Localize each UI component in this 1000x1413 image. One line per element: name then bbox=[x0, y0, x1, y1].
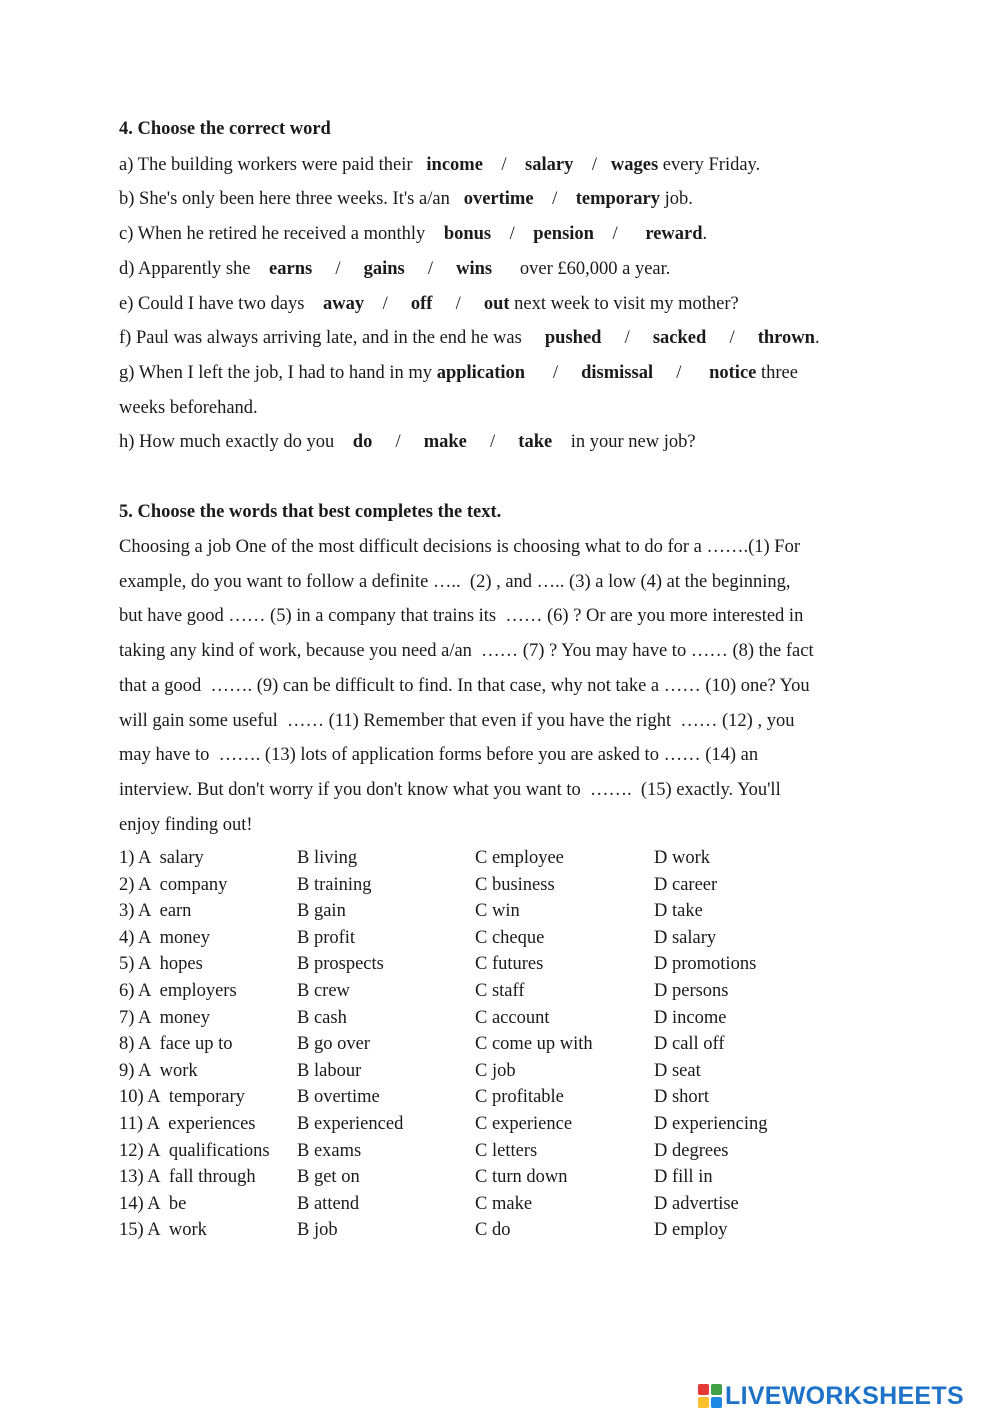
option-choice[interactable]: 15) A work bbox=[119, 1220, 207, 1241]
option-choice[interactable]: B job bbox=[297, 1220, 338, 1241]
option-choice[interactable]: D salary bbox=[654, 927, 717, 948]
option-choice[interactable]: C letters bbox=[475, 1140, 538, 1161]
option-choice[interactable]: B profit bbox=[297, 927, 356, 948]
paragraph-line: example, do you want to follow a definite ….. (2) , and ….. (3) a low (4) at the beginning, bbox=[119, 571, 791, 592]
word-choice[interactable]: income bbox=[426, 155, 483, 175]
option-choice[interactable]: D advertise bbox=[654, 1193, 739, 1214]
item-text: / bbox=[601, 328, 653, 348]
option-choice[interactable]: C win bbox=[475, 901, 520, 922]
option-choice[interactable]: 1) A salary bbox=[119, 848, 204, 868]
option-choice[interactable]: D fill in bbox=[654, 1167, 713, 1188]
option-choice[interactable]: B go over bbox=[297, 1034, 370, 1055]
word-choice[interactable]: reward bbox=[645, 224, 703, 244]
item-text: / bbox=[372, 432, 424, 452]
item-text: / bbox=[533, 189, 576, 209]
logo-square bbox=[711, 1397, 722, 1408]
paragraph-line: taking any kind of work, because you need a/an …… (7) ? You may have to …… (8) the fact bbox=[119, 641, 814, 662]
option-choice[interactable]: 2) A company bbox=[119, 874, 228, 895]
option-choice[interactable]: D experiencing bbox=[654, 1113, 768, 1134]
item-text: over £60,000 a year. bbox=[492, 259, 671, 279]
word-choice[interactable]: notice bbox=[709, 363, 757, 383]
item-text: . bbox=[814, 328, 820, 348]
item-text: g) When I left the job, I had to hand in my bbox=[119, 363, 437, 383]
exercise-item bbox=[119, 363, 798, 384]
option-choice[interactable]: B experienced bbox=[297, 1113, 404, 1134]
section5-heading: 5. Choose the words that best completes the text. bbox=[119, 502, 502, 522]
option-choice[interactable]: B crew bbox=[297, 980, 350, 1001]
option-choice[interactable]: B exams bbox=[297, 1140, 362, 1161]
item-text: three bbox=[756, 363, 798, 383]
paragraph-line: that a good ……. (9) can be difficult to find. In that case, why not take a …… (10) one? You bbox=[119, 675, 810, 696]
section5-paragraph bbox=[119, 530, 889, 842]
option-choice[interactable]: B labour bbox=[297, 1060, 362, 1081]
option-choice[interactable]: C employee bbox=[475, 848, 564, 868]
option-choice[interactable]: B overtime bbox=[297, 1087, 380, 1108]
word-choice[interactable]: pushed bbox=[544, 328, 602, 348]
option-choice[interactable]: C come up with bbox=[475, 1034, 593, 1055]
option-choice[interactable]: C profitable bbox=[475, 1087, 564, 1108]
logo-square bbox=[711, 1384, 722, 1395]
option-choice[interactable]: 6) A employers bbox=[119, 980, 237, 1001]
paragraph-line: enjoy finding out! bbox=[119, 814, 253, 835]
item-text: a) The building workers were paid their bbox=[119, 155, 427, 175]
option-choice[interactable]: B cash bbox=[297, 1007, 347, 1028]
item-text: d) Apparently she bbox=[119, 259, 270, 279]
item-text: / bbox=[482, 155, 526, 175]
item-text: / bbox=[653, 363, 710, 383]
item-text: weeks beforehand. bbox=[119, 398, 258, 418]
item-text: / bbox=[432, 294, 484, 314]
option-choice[interactable]: 12) A qualifications bbox=[119, 1140, 270, 1161]
exercise-item bbox=[119, 398, 258, 419]
exercise-item bbox=[119, 432, 696, 453]
word-choice[interactable]: application bbox=[436, 363, 526, 383]
option-choice[interactable]: B living bbox=[297, 848, 358, 868]
option-choice[interactable]: D take bbox=[654, 901, 703, 922]
logo-text: LIVEWORKSHEETS bbox=[725, 1381, 964, 1410]
option-choice[interactable]: D employ bbox=[654, 1220, 728, 1241]
paragraph-line: may have to ……. (13) lots of application forms before you are asked to …… (14) an bbox=[119, 745, 759, 766]
item-text: / bbox=[364, 294, 411, 314]
option-choice[interactable]: C futures bbox=[475, 954, 544, 975]
option-choice[interactable]: 14) A be bbox=[119, 1193, 187, 1214]
option-choice[interactable]: 5) A hopes bbox=[119, 954, 203, 975]
liveworksheets-logo[interactable] bbox=[698, 1381, 964, 1411]
option-choice[interactable]: D seat bbox=[654, 1060, 701, 1081]
item-text: e) Could I have two days bbox=[119, 294, 323, 314]
word-choice[interactable]: off bbox=[410, 294, 433, 314]
item-text: / bbox=[706, 328, 758, 348]
exercise-item bbox=[119, 189, 693, 210]
word-choice[interactable]: gains bbox=[363, 259, 405, 279]
option-choice[interactable]: D career bbox=[654, 874, 718, 895]
option-choice[interactable]: 4) A money bbox=[119, 927, 210, 948]
exercise-item bbox=[119, 294, 739, 315]
option-choice[interactable]: B get on bbox=[297, 1167, 360, 1188]
paragraph-line: Choosing a job One of the most difficult decisions is choosing what to do for a …….(1) For bbox=[119, 537, 800, 557]
item-text: / bbox=[466, 432, 519, 452]
option-choice[interactable]: C cheque bbox=[475, 927, 545, 948]
section4-heading: 4. Choose the correct word bbox=[119, 119, 331, 139]
word-choice[interactable]: wins bbox=[456, 259, 493, 279]
word-choice[interactable]: dismissal bbox=[581, 363, 654, 383]
option-choice[interactable]: D promotions bbox=[654, 954, 757, 975]
option-choice[interactable]: 7) A money bbox=[119, 1007, 210, 1028]
option-choice[interactable]: D income bbox=[654, 1007, 727, 1028]
item-text: / bbox=[525, 363, 582, 383]
option-choice[interactable]: 10) A temporary bbox=[119, 1087, 245, 1108]
word-choice[interactable]: away bbox=[322, 294, 365, 314]
exercise-item bbox=[119, 328, 820, 349]
word-choice[interactable]: take bbox=[518, 432, 553, 452]
word-choice[interactable]: earns bbox=[269, 259, 313, 279]
item-text: in your new job? bbox=[552, 432, 696, 452]
item-text: b) She's only been here three weeks. It's a/an bbox=[119, 189, 464, 209]
word-choice[interactable]: make bbox=[423, 432, 467, 452]
word-choice[interactable]: out bbox=[483, 294, 510, 314]
option-choice[interactable]: 11) A experiences bbox=[119, 1113, 256, 1134]
option-choice[interactable]: D degrees bbox=[654, 1140, 729, 1161]
option-choice[interactable]: C staff bbox=[475, 980, 525, 1001]
item-text: / bbox=[573, 155, 611, 175]
paragraph-line: but have good …… (5) in a company that trains its …… (6) ? Or are you more interested in bbox=[119, 606, 804, 627]
word-choice[interactable]: sacked bbox=[652, 328, 707, 348]
option-choice[interactable]: B attend bbox=[297, 1193, 360, 1214]
word-choice[interactable]: overtime bbox=[463, 189, 534, 209]
exercise-item bbox=[119, 155, 760, 176]
exercise-item bbox=[119, 259, 670, 280]
option-choice[interactable]: D persons bbox=[654, 980, 729, 1001]
option-choice[interactable]: 9) A work bbox=[119, 1060, 198, 1081]
option-choice[interactable]: C business bbox=[475, 874, 555, 895]
logo-mark-icon bbox=[698, 1384, 722, 1408]
option-choice[interactable]: C experience bbox=[475, 1113, 573, 1134]
option-choice[interactable]: C do bbox=[475, 1220, 511, 1241]
item-text: every Friday. bbox=[658, 155, 761, 175]
item-text: . bbox=[702, 224, 708, 244]
item-text: f) Paul was always arriving late, and in the end he was bbox=[119, 328, 545, 348]
item-text: next week to visit my mother? bbox=[509, 294, 739, 314]
option-choice[interactable]: 13) A fall through bbox=[119, 1167, 256, 1188]
item-text: / bbox=[593, 224, 646, 244]
option-choice[interactable]: B gain bbox=[297, 901, 346, 922]
option-choice[interactable]: D work bbox=[654, 848, 711, 868]
exercise-item bbox=[119, 224, 707, 245]
item-text: / bbox=[491, 224, 534, 244]
word-choice[interactable]: pension bbox=[533, 224, 594, 244]
word-choice[interactable]: wages bbox=[610, 155, 659, 175]
paragraph-line: will gain some useful …… (11) Remember that even if you have the right …… (12) , you bbox=[119, 710, 795, 731]
option-choice[interactable]: 8) A face up to bbox=[119, 1034, 233, 1055]
option-choice[interactable]: D short bbox=[654, 1087, 709, 1108]
item-text: / bbox=[404, 259, 457, 279]
option-choice[interactable]: 3) A earn bbox=[119, 901, 192, 922]
option-choice[interactable]: B training bbox=[297, 874, 372, 895]
option-choice[interactable]: C account bbox=[475, 1007, 550, 1028]
word-choice[interactable]: thrown bbox=[757, 328, 815, 348]
word-choice[interactable]: temporary bbox=[575, 189, 660, 209]
logo-square bbox=[698, 1384, 709, 1395]
item-text: c) When he retired he received a monthly bbox=[119, 224, 444, 244]
item-text: job. bbox=[659, 189, 693, 209]
option-choice[interactable]: B prospects bbox=[297, 954, 384, 975]
word-choice[interactable]: bonus bbox=[443, 224, 492, 244]
logo-square bbox=[698, 1397, 709, 1408]
word-choice[interactable]: do bbox=[352, 432, 373, 452]
option-choice[interactable]: C job bbox=[475, 1060, 516, 1081]
item-text: h) How much exactly do you bbox=[119, 432, 353, 452]
paragraph-line: interview. But don't worry if you don't know what you want to ……. (15) exactly. You'll bbox=[119, 779, 781, 800]
option-choice[interactable]: D call off bbox=[654, 1034, 725, 1055]
item-text: / bbox=[312, 259, 364, 279]
option-choice[interactable]: C turn down bbox=[475, 1167, 568, 1188]
word-choice[interactable]: salary bbox=[525, 155, 574, 175]
option-choice[interactable]: C make bbox=[475, 1193, 533, 1214]
